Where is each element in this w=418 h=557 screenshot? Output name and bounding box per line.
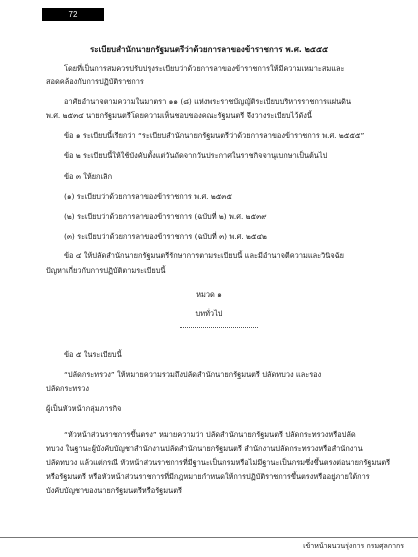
- chapter-title: บททั่วไป: [195, 309, 223, 318]
- paragraph-line: ข้อ ๔ ให้ปลัดสำนักนายกรัฐมนตรีรักษาการตามระเบียบนี้ และมีอำนาจตีความและวินิจฉัย: [64, 251, 345, 260]
- paragraph-line: อาศัยอำนาจตามความในมาตรา ๑๑ (๘) แห่งพระราชบัญญัติระเบียบบริหารราชการแผ่นดิน: [64, 97, 352, 106]
- paragraph-line: โดยที่เป็นการสมควรปรับปรุงระเบียบว่าด้วยการลาของข้าราชการให้มีความเหมาะสมและ: [64, 64, 345, 73]
- paragraph-line: “ปลัดกระทรวง” ให้หมายความรวมถึงปลัดสำนักนายกรัฐมนตรี ปลัดทบวง และรอง: [64, 370, 322, 379]
- paragraph-line: ทบวง ในฐานะผู้บังคับบัญชาสำนักงานปลัดสำนักนายกรัฐมนตรี สำนักงานปลัดกระทรวงหรือสำนักงาน: [46, 444, 363, 453]
- document-title: ระเบียบสำนักนายกรัฐมนตรีว่าด้วยการลาของข้าราชการ พ.ศ. ๒๕๕๕: [89, 45, 329, 54]
- paragraph-line: สอดคล้องกับการปฏิบัติราชการ: [46, 77, 144, 86]
- list-item: (๓) ระเบียบว่าด้วยการลาของข้าราชการ (ฉบับที่ ๓) พ.ศ. ๒๕๔๒: [64, 232, 267, 241]
- paragraph-line: พ.ศ. ๒๕๓๔ นายกรัฐมนตรีโดยความเห็นชอบของคณะรัฐมนตรี จึงวางระเบียบไว้ดังนี้: [46, 111, 312, 120]
- paragraph-line: ปลัดทบวง แล้วแต่กรณี หัวหน้าส่วนราชการที่มีฐานะเป็นกรมหรือไม่มีฐานะเป็นกรมซึ่งขึ้นตรงต่อนายกรัฐมนตรี: [46, 458, 391, 467]
- list-item: (๑) ระเบียบว่าด้วยการลาของข้าราชการ พ.ศ. ๒๕๓๕: [64, 192, 232, 201]
- paragraph-line: ข้อ ๒ ระเบียบนี้ให้ใช้บังคับตั้งแต่วันถัดจากวันประกาศในราชกิจจานุเบกษาเป็นต้นไป: [64, 151, 328, 160]
- paragraph-line: บังคับบัญชาของนายกรัฐมนตรีหรือรัฐมนตรี: [46, 486, 182, 495]
- section-divider: [180, 327, 258, 328]
- paragraph-line: ปลัดกระทรวง: [46, 384, 90, 393]
- paragraph-line: ผู้เป็นหัวหน้ากลุ่มภารกิจ: [46, 404, 122, 413]
- chapter-heading: หมวด ๑: [196, 290, 222, 299]
- paragraph-line: ข้อ ๕ ในระเบียบนี้: [64, 350, 122, 359]
- paragraph-line: ปัญหาเกี่ยวกับการปฏิบัติตามระเบียบนี้: [46, 266, 166, 275]
- footer-rule: [0, 537, 418, 538]
- paragraph-line: ข้อ ๑ ระเบียบนี้เรียกว่า “ระเบียบสำนักนายกรัฐมนตรีว่าด้วยการลาของข้าราชการ พ.ศ. ๒๕๕๕”: [64, 131, 365, 140]
- list-item: (๒) ระเบียบว่าด้วยการลาของข้าราชการ (ฉบับที่ ๒) พ.ศ. ๒๕๓๙: [64, 212, 267, 221]
- page-number: 72: [42, 8, 104, 21]
- paragraph-line: ข้อ ๓ ให้ยกเลิก: [64, 172, 113, 181]
- paragraph-line: “หัวหน้าส่วนราชการขึ้นตรง” หมายความว่า ปลัดสำนักนายกรัฐมนตรี ปลัดกระทรวงหรือปลัด: [64, 430, 356, 439]
- page-footer: เข้าหน้าผนวนรุ่งการ กรมศุลกากร: [303, 542, 404, 550]
- paragraph-line: หรือรัฐมนตรี หรือหัวหน้าส่วนราชการที่มีกฎหมายกำหนดให้การปฏิบัติราชการขึ้นตรงหรืออยู่ภายใต้การ: [46, 472, 370, 481]
